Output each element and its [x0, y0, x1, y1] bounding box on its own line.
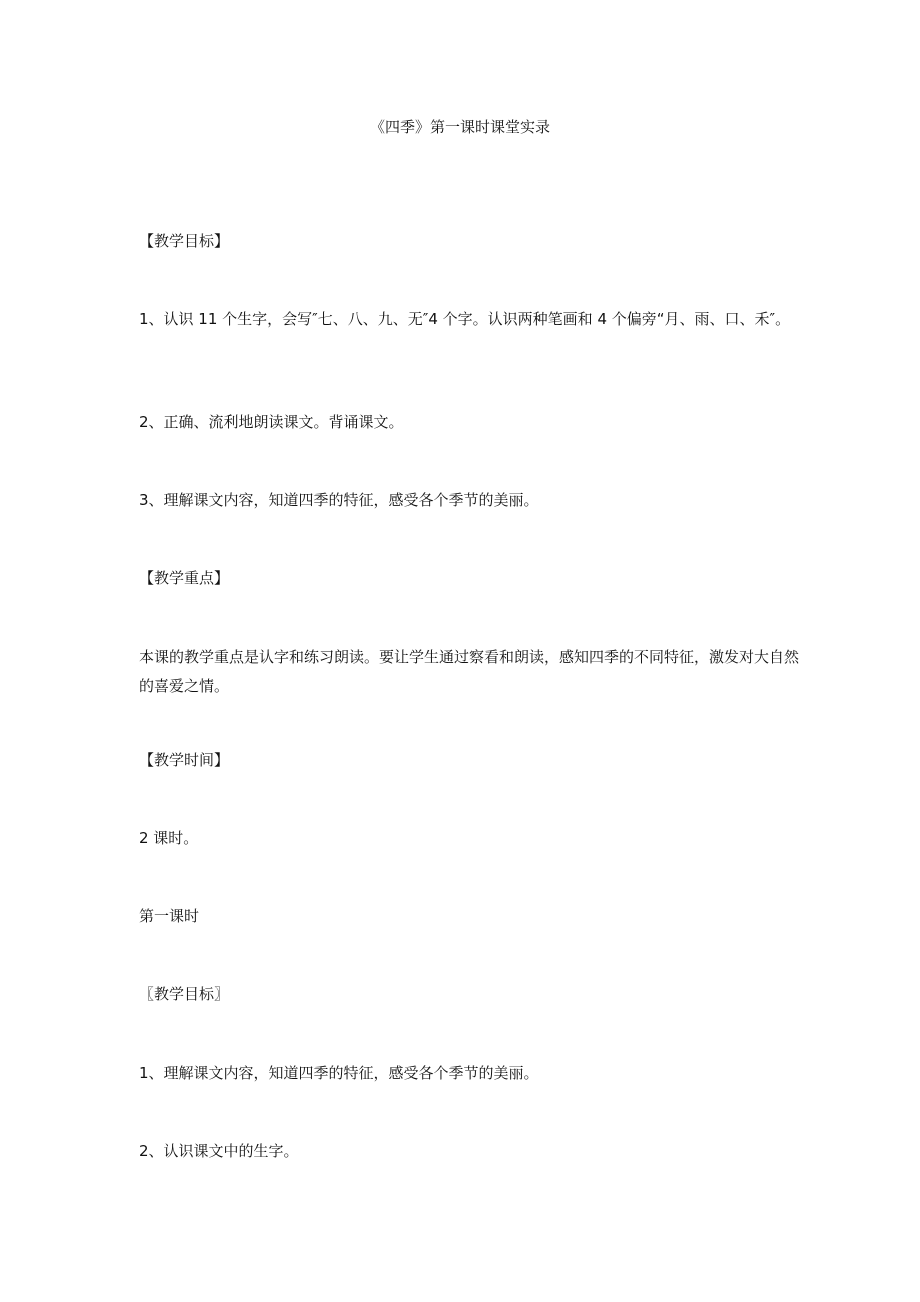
lesson-one-heading: 第一课时 [139, 907, 200, 925]
focus-paragraph: 本课的教学重点是认字和练习朗读。要让学生通过察看和朗读，感知四季的不同特征，激发对大自然的喜爱之情。 [139, 648, 800, 695]
lesson-objective-item-2: 2、认识课文中的生字。 [139, 1142, 299, 1160]
objectives-heading: 【教学目标】 [139, 232, 230, 250]
objective-item-3: 3、理解课文内容，知道四季的特征，感受各个季节的美丽。 [139, 491, 539, 509]
focus-heading: 【教学重点】 [139, 569, 230, 587]
lesson-objectives-heading: 〖教学目标〗 [139, 985, 230, 1003]
objective-item-1: 1、认识 11 个生字，会写″七、八、九、无″4 个字。认识两种笔画和 4 个偏旁“月、雨、口、禾″。 [139, 310, 791, 328]
objective-item-2: 2、正确、流利地朗读课文。背诵课文。 [139, 413, 404, 431]
time-heading: 【教学时间】 [139, 751, 230, 769]
lesson-objective-item-1: 1、理解课文内容，知道四季的特征，感受各个季节的美丽。 [139, 1064, 539, 1082]
document-title: 《四季》第一课时课堂实录 [369, 118, 550, 136]
time-paragraph: 2 课时。 [139, 829, 199, 847]
